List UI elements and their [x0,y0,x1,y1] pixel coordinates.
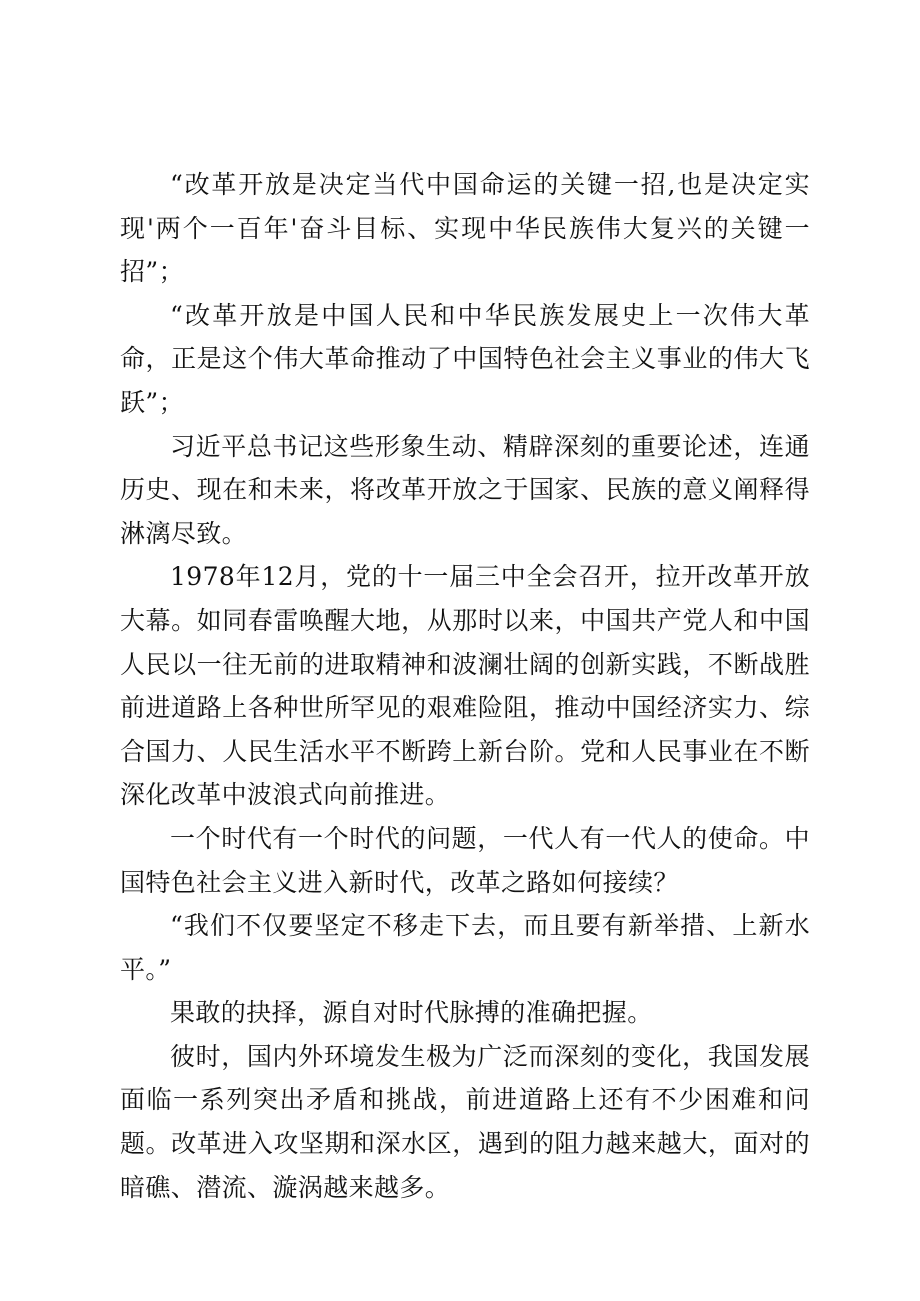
paragraph-commentary: 习近平总书记这些形象生动、精辟深刻的重要论述，连通历史、现在和未来，将改革开放之于国家、民族的意义阐释得淋漓尽致。 [120,431,810,548]
paragraph-quote-1: “改革开放是决定当代中国命运的关键一招,也是决定实现'两个一百年'奋斗目标、实现中华民族伟大复兴的关键一招”； [120,170,810,287]
paragraph-new-era: 一个时代有一个时代的问题，一代人有一代人的使命。中国特色社会主义进入新时代，改革之路如何接续？ [120,823,810,897]
paragraph-quote-3: “我们不仅要坚定不移走下去，而且要有新举措、上新水平。” [120,911,810,984]
paragraph-quote-2: “改革开放是中国人民和中华民族发展史上一次伟大革命，正是这个伟大革命推动了中国特色社会主义事业的伟大飞跃”； [120,300,810,417]
document-body [120,163,810,1209]
paragraph-history-1978: 1978年12月，党的十一届三中全会召开，拉开改革开放大幕。如同春雷唤醒大地，从那时以来，中国共产党人和中国人民以一往无前的进取精神和波澜壮阔的创新实践，不断战胜前进道路上各种世所罕见的艰难险阻，推动中国经济实力、综合国力、人民生活水平不断跨上新台阶。党和人民事业在不断深化改革中波浪式向前推进。 [120,562,810,810]
paragraph-decision: 果敢的抉择，源自对时代脉搏的准确把握。 [170,998,653,1028]
paragraph-challenges: 彼时，国内外环境发生极为广泛而深刻的变化，我国发展面临一系列突出矛盾和挑战，前进道路上还有不少困难和问题。改革进入攻坚期和深水区，遇到的阻力越来越大，面对的暗礁、潜流、漩涡越来越多。 [120,1041,810,1202]
